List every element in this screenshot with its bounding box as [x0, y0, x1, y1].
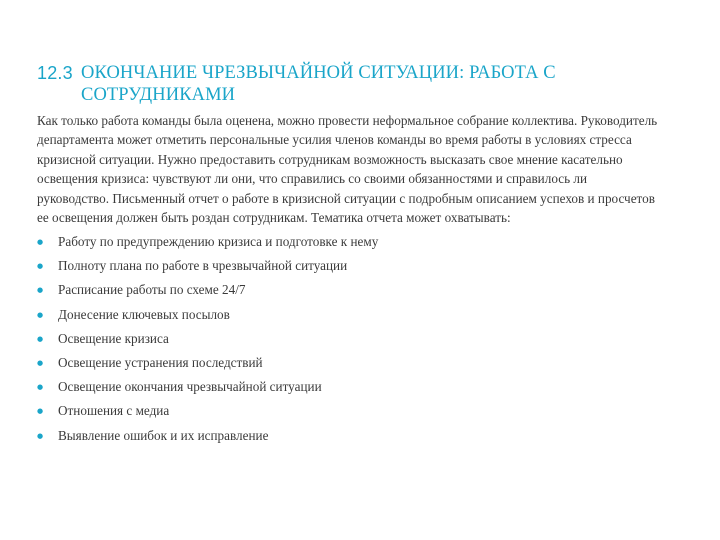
section-number: 12.3 [37, 63, 73, 83]
bullet-icon: ● [37, 359, 44, 368]
list-item-text: Выявление ошибок и их исправление [58, 427, 269, 443]
list-item-text: Освещение устранения последствий [58, 355, 263, 371]
list-item-text: Работу по предупреждению кризиса и подготовке к нему [58, 234, 379, 250]
list-item [37, 254, 657, 278]
list-item-text: Донесение ключевых посылов [58, 306, 230, 322]
list-item-text: Отношения с медиа [58, 403, 170, 419]
list-item-text: Полноту плана по работе в чрезвычайной ситуации [58, 258, 348, 274]
list-item [37, 303, 657, 327]
list-item [37, 351, 657, 375]
bullet-icon: ● [37, 238, 44, 247]
list-item [37, 375, 657, 399]
slide-heading [37, 62, 687, 106]
bullet-list [37, 230, 657, 448]
bullet-icon: ● [37, 407, 44, 416]
bullet-icon: ● [37, 286, 44, 295]
list-item [37, 230, 657, 254]
bullet-icon: ● [37, 431, 44, 440]
list-item [37, 327, 657, 351]
bullet-icon: ● [37, 334, 44, 343]
bullet-icon: ● [37, 383, 44, 392]
intro-paragraph: Как только работа команды была оценена, можно провести неформальное собрание коллектива. Руководитель департамента может отметить персональные усилия членов команды во время работы в условиях стресса кризисной ситуации. Нужно предоставить сотрудникам возможность высказать свое мнение касательно освещения кризиса: чувствуют ли они, что справились со своими обязанностями и справилось ли руководство. Письменный отчет о работе в кризисной ситуации с подробным описанием успехов и просчетов ее освещения должен быть роздан сотрудникам. Тематика отчета может охватывать: [37, 113, 658, 226]
list-item [37, 424, 657, 448]
slide-title: ОКОНЧАНИЕ ЧРЕЗВЫЧАЙНОЙ СИТУАЦИИ: РАБОТА С СОТРУДНИКАМИ [81, 63, 556, 105]
bullet-icon: ● [37, 262, 44, 271]
bullet-icon: ● [37, 310, 44, 319]
list-item [37, 278, 657, 302]
list-item-text: Освещение окончания чрезвычайной ситуации [58, 379, 322, 395]
list-item-text: Расписание работы по схеме 24/7 [58, 282, 246, 298]
list-item [37, 399, 657, 423]
list-item-text: Освещение кризиса [58, 330, 169, 346]
